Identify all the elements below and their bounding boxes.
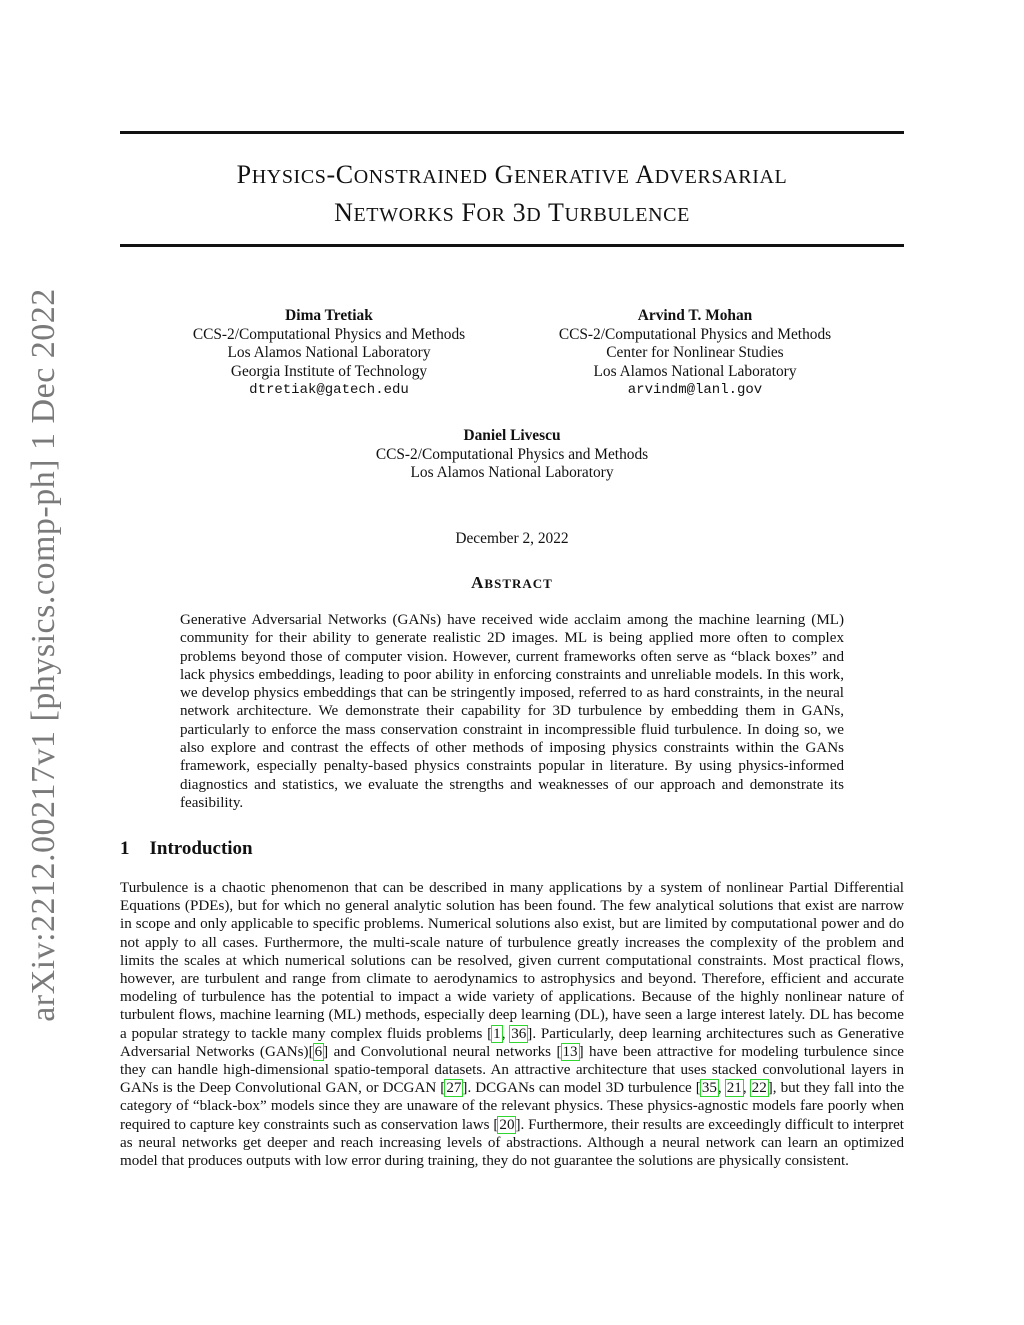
author-block xyxy=(545,307,845,400)
title-rule-bottom xyxy=(120,244,904,247)
title-char: E xyxy=(541,166,555,188)
title-char: I xyxy=(594,166,602,188)
citation-link[interactable]: 27 xyxy=(446,1080,462,1097)
title-char: A xyxy=(635,160,655,189)
title-char: N xyxy=(334,198,354,227)
section-heading xyxy=(120,838,253,860)
title-char: E xyxy=(635,204,649,226)
title-char: H xyxy=(251,166,267,188)
title-char: O xyxy=(353,166,369,188)
title-char: C xyxy=(335,160,354,189)
title-char: L xyxy=(774,166,788,188)
title-char: T xyxy=(581,166,595,188)
title-char xyxy=(488,160,495,189)
citation-link[interactable]: 1 xyxy=(493,1025,501,1042)
title-char: 3 xyxy=(512,198,527,227)
title-char: A xyxy=(568,166,582,188)
author-name: Arvind T. Mohan xyxy=(637,307,753,324)
abstract-heading-rest: BSTRACT xyxy=(484,576,553,591)
title-char: S xyxy=(442,204,455,226)
title-char: I xyxy=(437,166,445,188)
title-char: N xyxy=(444,166,460,188)
citation-link[interactable]: 22 xyxy=(751,1080,767,1097)
title-char: S xyxy=(383,166,396,188)
title-char: S xyxy=(314,166,327,188)
title-char: E xyxy=(459,166,473,188)
arxiv-identifier: arXiv:2212.00217v1 [physics.comp-ph] 1 Dec 2022 xyxy=(25,288,62,1022)
title-char: R xyxy=(697,166,712,188)
title-char: D xyxy=(654,166,670,188)
text-run: Turbulence is a chaotic phenomenon that can be described in many applications by a system of nonlinear Partial Differential Equations (PDEs), but for which no general analytic solution has been found. The few analytical solutions that exist are narrow in scope and only applicable to specific problems. Numerical solutions also exist, but are limited by computational power and do not apply to all cases. Furthermore, the multi-scale nature of turbulence greatly increases the complexity of the problem and limits the scales at which numerical solutions can be resolved, given current computational constraints. Most practical flows, however, are turbulent and range from climate to aerodynamics to astrophysics and beyond. Therefore, efficient and accurate modeling of turbulence has the potential to impact a wide variety of applications. Because of the highly nonlinear nature of turbulent flows, machine learning (ML) methods, especially deep learning (DL), have seen a large interest lately. DL has become a popular strategy to tackle many complex fluids problems xyxy=(120,880,904,1042)
title-char: U xyxy=(564,204,580,226)
abstract-text: Generative Adversarial Networks (GANs) have received wide acclaim among the machine learning (ML) community for their ability to generate realistic 2D images. ML is being applied more often to complex problems beyond those of computer vision. However, current frameworks often serve as “black boxes” and lack physics embeddings, leading to poor ability in enforcing constraints and unreliable models. In this work, we develop physics embeddings that can be stringently imposed, referred to as hard constraints, in the neural network architecture. We demonstrate their capability for 3D turbulence by embedding them in GANs, particularly to enforce the mass conservation constraint in incompressible fluid turbulence. In doing so, we also explore and contrast the effects of other methods of imposing physics constraints within the GANs framework, especially penalty-based physics constraints popular in literature. By using physics-informed diagnostics and statistics, we evaluate the strengths and weaknesses of our approach and demonstrate its feasibility. xyxy=(180,612,844,811)
abstract-heading-initial: A xyxy=(471,573,485,592)
text-run: , but they fall into the category of “black-box” models since they are unaware of the relevant physics. These physics-agnostic models fare poorly when required to capture key constraints such as conservation laws xyxy=(120,1080,905,1133)
title-line-1 xyxy=(120,157,904,195)
author-affiliation: Los Alamos National Laboratory xyxy=(593,362,797,380)
text-run: have been attractive for modeling turbulence since they can handle high-dimensional spatio-temporal datasets. An attractive architecture that uses stacked convolutional layers in GANs is the Deep Convolutional GAN, or DCGAN xyxy=(120,1043,904,1097)
title-char: R xyxy=(579,204,594,226)
text-run: . Furthermore, their results are exceedingly difficult to interpret as neural networks get deeper and reach increasing levels of abstractions. Although a neural network can learn an optimized model that produces outputs with low error during training, they do not guarantee the solutions are physically consistent. xyxy=(120,1116,904,1170)
title-char: T xyxy=(366,204,380,226)
title-char: D xyxy=(526,204,542,226)
author-block xyxy=(179,307,479,400)
title-char: P xyxy=(236,160,252,189)
author-affiliation: Los Alamos National Laboratory xyxy=(227,344,431,361)
title-char: I xyxy=(752,166,760,188)
title-char: U xyxy=(607,204,623,226)
author-affiliation: Los Alamos National Laboratory xyxy=(410,464,614,481)
citation-link[interactable]: 13 xyxy=(562,1043,578,1060)
title-char: K xyxy=(427,204,443,226)
title-char: A xyxy=(759,166,775,188)
title-char: Y xyxy=(266,166,282,188)
title-char: A xyxy=(422,166,438,188)
title-char: E xyxy=(677,204,690,226)
title-char: F xyxy=(461,198,477,227)
title-char: C xyxy=(300,166,315,188)
author-affiliation: CCS-2/Computational Physics and Methods xyxy=(558,325,832,343)
title-char: R xyxy=(408,166,423,188)
title-char: T xyxy=(547,198,565,227)
author-email[interactable]: arvindm@lanl.gov xyxy=(627,382,763,398)
paper-title xyxy=(120,157,904,233)
title-char: C xyxy=(663,204,678,226)
title-char: E xyxy=(616,166,630,188)
title-char xyxy=(506,198,513,227)
title-char: N xyxy=(368,166,384,188)
title-char xyxy=(541,198,548,227)
title-char: E xyxy=(514,166,527,188)
title-char: N xyxy=(648,204,664,226)
title-char: R xyxy=(738,166,753,188)
author-name: Dima Tretiak xyxy=(285,307,373,324)
introduction-paragraph: Turbulence is a chaotic phenomenon that can be described in many applications by a system of nonlinear Partial Differential Equations (PDEs), but for which no general analytic solution has been found. The few analytical solutions that exist are narrow in scope and only applicable to specific problems. Numerical solutions also exist, but are limited by computational power and do not apply to all cases. Furthermore, the multi-scale nature of turbulence greatly increases the complexity of the problem and limits the scales at which numerical solutions can be resolved, given current computational constraints. Most practical flows, however, are turbulent and range from climate to aerodynamics to astrophysics and beyond. Therefore, efficient and accurate modeling of turbulence has the potential to impact a wide variety of applications. Because of the highly nonlinear nature of turbulent flows, machine learning (ML) methods, especially deep learning (DL), have seen a large interest lately. DL has become a popular strategy to tackle many complex fluids problems [1, 36]. Particularly, deep learning architectures such as Generative Adversarial Networks (GANs)[6] and Convolutional neural networks [13] have been attractive for modeling turbulence since they can handle high-dimensional spatio-temporal datasets. An attractive architecture that uses stacked convolutional layers in GANs is the Deep Convolutional GAN, or DCGAN [27]. DCGANs can model 3D turbulence [35, 21, 22], but they fall into the category of “black-box” models since they are unaware of the relevant physics. These physics-agnostic models fare poorly when required to capture key constraints such as conservation laws [20]. Furthermore, their results are exceedingly difficult to interpret as neural networks get deeper and reach increasing levels of abstractions. Although a neural network can learn an optimized model that produces outputs with low error during training, they do not guarantee the solutions are physically consistent. xyxy=(120,880,905,1170)
title-char: W xyxy=(379,204,399,226)
citation-link[interactable]: 35 xyxy=(701,1080,717,1097)
title-char: T xyxy=(395,166,409,188)
citation-link[interactable]: 20 xyxy=(499,1116,515,1133)
citation-link[interactable]: 36 xyxy=(511,1025,527,1042)
title-char: V xyxy=(669,166,685,188)
citation-link[interactable]: 21 xyxy=(726,1080,742,1097)
title-char: R xyxy=(413,204,428,226)
title-rule-top xyxy=(120,131,904,134)
title-char: L xyxy=(622,204,636,226)
title-char: B xyxy=(593,204,608,226)
title-char: O xyxy=(398,204,414,226)
author-affiliation: Georgia Institute of Technology xyxy=(230,362,428,380)
text-run: . Particularly, deep learning architectures such as Generative Adversarial Networks (GANs) xyxy=(120,1025,904,1060)
paper-date: December 2, 2022 xyxy=(455,530,569,547)
title-char: R xyxy=(491,204,506,226)
author-name: Daniel Livescu xyxy=(463,427,561,444)
title-char: I xyxy=(293,166,301,188)
title-char: A xyxy=(723,166,739,188)
title-char: E xyxy=(353,204,367,226)
text-run: and Convolutional neural networks xyxy=(328,1043,557,1060)
author-affiliation: CCS-2/Computational Physics and Methods xyxy=(192,325,466,343)
author-block xyxy=(312,427,712,483)
abstract-heading xyxy=(312,573,712,593)
author-affiliation: Center for Nonlinear Studies xyxy=(606,344,784,361)
title-char: R xyxy=(554,166,569,188)
title-char: O xyxy=(476,204,492,226)
title-char: - xyxy=(326,160,336,189)
title-char: V xyxy=(601,166,617,188)
title-char: G xyxy=(494,160,515,189)
citation-link[interactable]: 6 xyxy=(314,1043,323,1060)
title-char: N xyxy=(526,166,542,188)
title-char: S xyxy=(711,166,724,188)
section-number: 1 xyxy=(120,838,130,859)
title-char: D xyxy=(472,166,488,188)
author-email[interactable]: dtretiak@gatech.edu xyxy=(249,382,409,398)
text-run: . DCGANs can model 3D turbulence xyxy=(467,1080,696,1097)
title-line-2 xyxy=(120,195,904,233)
section-title: Introduction xyxy=(149,838,253,859)
title-char: E xyxy=(684,166,698,188)
author-affiliation: CCS-2/Computational Physics and Methods xyxy=(375,445,649,463)
title-char: S xyxy=(281,166,294,188)
